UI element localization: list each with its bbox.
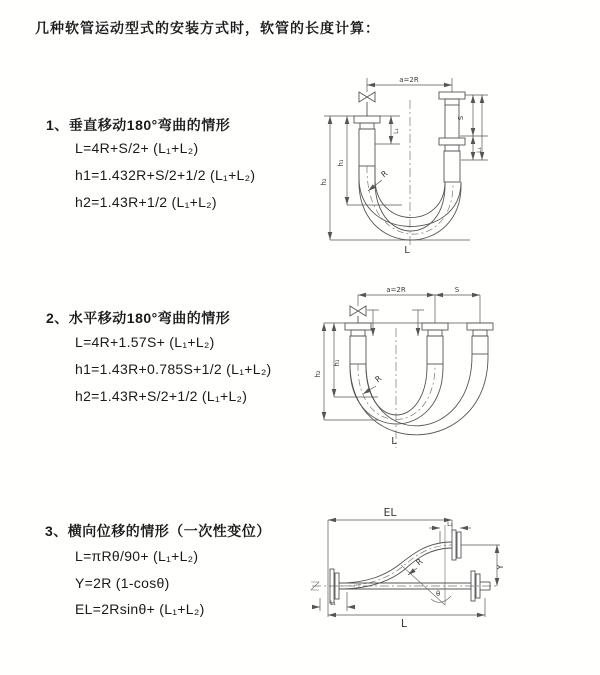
hose-s-curve xyxy=(339,542,452,589)
section-2-formula-h2: h2=1.43R+S/2+1/2 (L₁+L₂) xyxy=(75,388,248,404)
valve-icon xyxy=(359,92,375,102)
dim-label-s: S xyxy=(454,286,460,294)
diagram-vertical-180-bend xyxy=(310,70,600,270)
dim-label-h2: h₂ xyxy=(314,370,322,378)
construction-lines xyxy=(401,525,451,605)
section-2-formula-h1: h1=1.43R+0.785S+1/2 (L₁+L₂) xyxy=(75,361,272,377)
hose-centerline xyxy=(339,545,452,586)
angle-label: θ xyxy=(436,590,441,598)
section-1-heading: 1、垂直移动180°弯曲的情形 xyxy=(46,117,231,133)
dimensions xyxy=(312,506,505,630)
dim-label-span: a=2R xyxy=(399,76,419,84)
section-3-heading: 3、横向位移的情形（一次性变位） xyxy=(45,523,271,539)
left-pipe-assembly xyxy=(354,78,380,166)
dim-label-l1-left: L₁ xyxy=(393,128,400,134)
dim-label-h2: h₂ xyxy=(320,178,328,186)
dim-label-el: EL xyxy=(383,506,397,519)
dim-label-s: S xyxy=(457,115,465,121)
section-3-formula-l: L=πRθ/90+ (L₁+L₂) xyxy=(75,548,199,564)
dim-label-l: L xyxy=(391,436,397,447)
page-title: 几种软管运动型式的安装方式时，软管的长度计算： xyxy=(35,20,380,36)
section-2-heading: 2、水平移动180°弯曲的情形 xyxy=(46,310,231,326)
hose-u-curves xyxy=(350,354,488,435)
right-upper-flange xyxy=(452,530,461,560)
dimensions xyxy=(320,76,488,256)
radius-label: R xyxy=(379,168,390,180)
dim-label-h1: h₁ xyxy=(333,359,341,367)
dim-label-l1: L₁ xyxy=(330,600,336,607)
dim-label-y: Y xyxy=(496,564,505,570)
diagram-horizontal-180-bend xyxy=(310,280,600,465)
diagram-lateral-displacement xyxy=(300,495,600,660)
section-3-formula-el: EL=2Rsinθ+ (L₁+L₂) xyxy=(75,601,205,617)
section-3-formula-y: Y=2R (1-cosθ) xyxy=(75,575,170,591)
right-pipe-assembly xyxy=(439,78,465,182)
pipe-assemblies xyxy=(345,295,493,364)
section-1-formula-h2: h2=1.43R+1/2 (L₁+L₂) xyxy=(75,194,217,210)
dim-label-h1: h₁ xyxy=(337,159,345,167)
valve-icon xyxy=(350,295,366,323)
dim-label-l: L xyxy=(404,245,410,256)
section-1-formula-l: L=4R+S/2+ (L₁+L₂) xyxy=(75,140,199,156)
dim-label-l1-right: L₁ xyxy=(476,147,483,153)
dim-label-l: L xyxy=(400,617,408,630)
dim-label-span: a=2R xyxy=(386,286,406,294)
section-2-formula-l: L=4R+1.57S+ (L₁+L₂) xyxy=(75,334,215,350)
section-1-formula-h1: h1=1.432R+S/2+1/2 (L₁+L₂) xyxy=(75,167,256,183)
radius-label: R xyxy=(373,373,384,385)
radius-label: R xyxy=(414,556,425,568)
dim-label-l2: L₂ xyxy=(447,521,453,528)
dimensions xyxy=(314,286,493,447)
